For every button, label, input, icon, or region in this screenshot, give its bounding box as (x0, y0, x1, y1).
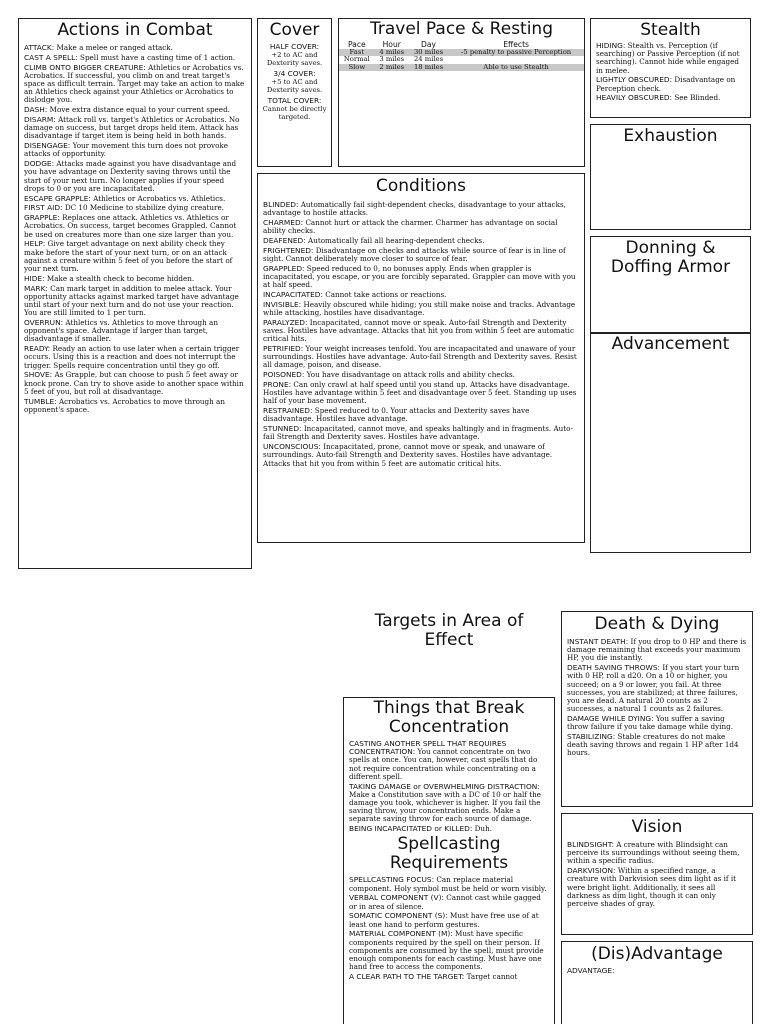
travel-header: Effects (503, 40, 530, 49)
combat-action-text: Replaces one attack. Athletics vs. Athletics or Acrobatics. On success, target becomes Grappled. Cannot be used on creatures more than one size larger than you. (24, 213, 237, 239)
stealth-list (591, 42, 750, 103)
stealth-panel (590, 18, 751, 118)
spellcasting-title: Spellcasting Requirements (389, 834, 509, 874)
spell-requirement (349, 912, 549, 928)
travel-cell: Able to use Stealth (448, 64, 584, 72)
condition-term: PETRIFIED: (263, 344, 304, 353)
travel-row (339, 49, 584, 57)
area-of-effect-panel (343, 611, 555, 699)
condition-term: FRIGHTENED: (263, 245, 314, 255)
cover-item (261, 97, 328, 121)
condition-term: INCAPACITATED: (263, 290, 323, 299)
condition (263, 265, 579, 290)
concentration-rule-term: BEING INCAPACITATED or KILLED: (349, 824, 473, 834)
spell-requirement-text: Target cannot (466, 972, 518, 982)
combat-action (24, 204, 246, 212)
combat-action (24, 44, 246, 52)
condition-text: Incapacitated, prone, cannot move or speak, and unaware of surroundings. Auto-fail Strength and Dexterity saves. Hostiles have advantage. Attacks that hit you from within 5 feet are automatic critical hits. (263, 442, 553, 468)
death-rule-text: You suffer a saving throw failure if you take damage while dying. (567, 714, 733, 732)
combat-action-term: DODGE: (24, 159, 55, 169)
condition-term: RESTRAINED: (263, 406, 313, 416)
combat-action-term: TUMBLE: (24, 396, 57, 406)
concentration-rule (349, 825, 549, 833)
exhaustion-title: Exhaustion (623, 126, 718, 146)
cover-text: Cannot be directly targeted. (262, 105, 327, 121)
concentration-rule-text: Duh. (474, 824, 492, 834)
death-dying-title: Death & Dying (594, 614, 720, 634)
combat-action-term: OVERRUN: (24, 318, 64, 328)
vision-rule (567, 867, 747, 908)
combat-action-term: DISARM: (24, 115, 56, 124)
concentration-rule-term: CASTING ANOTHER SPELL THAT REQUIRES CONCENTRATION: (349, 739, 507, 757)
stealth-title: Stealth (640, 20, 701, 40)
combat-action-text: Attack roll vs. target's Athletics or Acrobatics. No damage on success, but target drops held item. Attack has disadvantage if target item is being held in both hands. (24, 115, 240, 141)
combat-action (24, 371, 246, 396)
combat-action-text: Athletics vs. Athletics to move through an opponent's space. Advantage if larger than target, disadvantage if smaller. (24, 318, 218, 344)
condition-term: STUNNED: (263, 424, 302, 434)
condition (263, 407, 579, 423)
combat-action-text: Can mark target in addition to melee attack. Your opportunity attacks against marked target have advantage until start of your next turn and do not use your reaction. You are still limited to 1 per turn. (24, 283, 239, 318)
death-rule-term: INSTANT DEATH: (567, 637, 629, 646)
conditions-title: Conditions (376, 176, 466, 196)
combat-action-term: FIRST AID: (24, 203, 63, 213)
cover-head: HALF COVER: (269, 42, 320, 51)
advantage-subhead: ADVANTAGE: (567, 966, 615, 975)
condition-text: You have disadvantage on attack rolls and ability checks. (306, 370, 515, 380)
cover-panel (257, 18, 332, 167)
advancement-title: Advancement (611, 334, 730, 354)
travel-pace-title: Travel Pace & Resting (369, 19, 554, 39)
condition (263, 345, 579, 370)
combat-action (24, 64, 246, 105)
combat-action-term: DASH: (24, 105, 48, 115)
actions-in-combat-panel (18, 18, 252, 569)
combat-action-text: Spell must have a casting time of 1 action. (80, 52, 236, 62)
concentration-rule (349, 783, 549, 824)
condition-term: UNCONSCIOUS: (263, 442, 321, 452)
spell-requirement (349, 973, 549, 981)
combat-action-text: Make a stealth check to become hidden. (46, 273, 195, 283)
condition (263, 319, 579, 344)
travel-cell: 2 miles (375, 64, 409, 72)
combat-action (24, 214, 246, 239)
stealth-rule-text: Stealth vs. Perception (if searching) or Passive Perception (if not searching). Cannot hide while engaged in melee. (596, 41, 740, 75)
combat-action-text: As Grapple, but can choose to push 5 feet away or knock prone. Can try to shove aside to another space within 5 feet of you, but roll at disadvantage. (24, 370, 244, 396)
combat-action-term: GRAPPLE: (24, 213, 60, 223)
travel-header: Pace (347, 40, 366, 49)
condition-text: Disadvantage on checks and attacks while source of fear is in line of sight. Cannot deliberately move closer to source of fear. (263, 245, 566, 263)
concentration-rule-text: You cannot concentrate on two spells at once. You can, however, cast spells that do not require concentration while concentrating on a different spell. (349, 747, 538, 781)
donning-doffing-title: Donning & Doffing Armor (610, 238, 731, 277)
combat-action (24, 275, 246, 283)
spell-requirement (349, 894, 549, 910)
condition-text: Speed reduced to 0. Your attacks and Dexterity saves have disadvantage. Hostiles have advantage. (263, 406, 530, 424)
death-rule (567, 733, 747, 758)
combat-action (24, 319, 246, 344)
condition (263, 291, 579, 299)
condition (263, 381, 579, 406)
travel-pace-panel (338, 18, 585, 167)
condition-term: DEAFENED: (263, 236, 306, 245)
spellcasting-list (344, 876, 554, 981)
condition-term: CHARMED: (263, 218, 304, 227)
travel-header: Hour (382, 40, 401, 49)
combat-action-text: Attacks made against you have disadvantage and you have advantage on Dexterity saving throws until the start of your next turn. No longer applies if your speed drops to 0 or you are incapacitated. (24, 159, 237, 193)
combat-action-term: HELP: (24, 239, 46, 249)
combat-actions-list (19, 44, 251, 414)
vision-panel (561, 813, 753, 935)
conditions-panel (257, 173, 585, 543)
spell-requirement-term: VERBAL COMPONENT (V): (349, 893, 444, 903)
travel-cell: 24 miles (413, 55, 444, 64)
death-rule-text: Stable creatures do not make death saving throws and regain 1 HP after 1d4 hours. (567, 732, 739, 758)
cover-item (261, 43, 328, 67)
death-rule (567, 638, 747, 663)
condition-text: Your weight increases tenfold. You are incapacitated and unaware of your surroundings. Hostiles have advantage. Auto-fail Strength and Dexterity saves. Resist all damage, poison, and disease. (263, 344, 577, 370)
combat-action (24, 285, 246, 318)
condition-text: Incapacitated, cannot move, and speaks haltingly and in fragments. Auto-fail Strength and Dexterity saves. Hostiles have advantage. (263, 424, 573, 442)
condition (263, 301, 579, 317)
combat-action-term: HIDE: (24, 273, 45, 283)
disadvantage-title: (Dis)Advantage (591, 944, 723, 964)
travel-cell: Slow (339, 64, 375, 72)
condition-term: PRONE: (263, 380, 292, 389)
death-rule-text: If you start your turn with 0 HP, roll a d20. On a 10 or higher, you succeed; on a 9 or lower, you fail. At three successes, you are stabilized; at three failures, you are dead. A natural 20 counts as 2 successes, a natural 1 counts as 2 failures. (567, 663, 740, 714)
spell-requirement-term: MATERIAL COMPONENT (M): (349, 929, 453, 939)
cover-head: 3/4 COVER: (273, 69, 316, 78)
condition-term: PARALYZED: (263, 317, 308, 327)
travel-pace-table (339, 41, 584, 71)
stealth-rule (596, 94, 745, 102)
condition (263, 247, 579, 263)
spell-requirement-text: Must have free use of at least one hand to perform gestures. (349, 911, 539, 929)
combat-action-term: MARK: (24, 283, 48, 293)
travel-cell: Fast (339, 49, 375, 57)
spell-requirement-text: Must have specific components required by the spell on their person. If components are consumed by the spell, must provide enough components for each casting. Must have one hand free to access the components. (349, 929, 544, 972)
vision-title: Vision (631, 817, 683, 837)
condition (263, 219, 579, 235)
condition (263, 237, 579, 245)
combat-action (24, 54, 246, 62)
combat-action (24, 398, 246, 414)
spell-requirement-text: Cannot cast while gagged or in area of silence. (349, 893, 541, 911)
death-rule-text: If you drop to 0 HP and there is damage remaining that exceeds your maximum HP, you die instantly. (567, 637, 747, 663)
travel-cell: Normal (343, 55, 370, 64)
combat-action-term: ATTACK: (24, 43, 55, 52)
condition (263, 201, 579, 217)
cover-text: +2 to AC and Dexterity saves. (266, 51, 323, 67)
combat-action-term: SHOVE: (24, 370, 53, 380)
travel-cell: 18 miles (409, 64, 448, 72)
death-rule (567, 664, 747, 713)
spell-requirement (349, 930, 549, 971)
condition-text: Speed reduced to 0, no bonuses apply. Ends when grappler is incapacitated, you escape, or you are forcibly separated. Grappler can move with you at half speed. (263, 263, 576, 290)
concentration-list (344, 740, 554, 833)
travel-row (339, 64, 584, 72)
donning-doffing-panel (590, 236, 751, 333)
stealth-rule-text: Disadvantage on Perception check. (596, 75, 736, 93)
travel-cell: 3 miles (379, 55, 405, 64)
vision-rule-text: Within a specified range, a creature with Darkvision sees dim light as if it were bright light. Additionally, it sees all darkness as dim light, though it can only perceive shades of gray. (567, 866, 737, 909)
spell-requirement (349, 876, 549, 892)
disadvantage-panel (561, 941, 753, 1024)
condition (263, 443, 579, 468)
combat-action-text: Your movement this turn does not provoke attacks of opportunity. (24, 141, 229, 159)
combat-action-term: READY: (24, 344, 51, 354)
condition (263, 371, 579, 379)
death-dying-list (562, 638, 752, 758)
condition (263, 425, 579, 441)
condition-term: GRAPPLED: (263, 263, 305, 273)
combat-action-text: Make a melee or ranged attack. (56, 43, 173, 52)
stealth-rule-term: HEAVILY OBSCURED: (596, 93, 673, 103)
cover-title: Cover (269, 20, 320, 40)
vision-rule (567, 841, 747, 866)
vision-rule-term: BLINDSIGHT: (567, 840, 614, 849)
combat-action (24, 195, 246, 203)
actions-in-combat-title: Actions in Combat (57, 20, 213, 40)
death-rule-term: STABILIZING: (567, 732, 616, 742)
combat-action (24, 345, 246, 370)
spell-requirement-term: SOMATIC COMPONENT (S): (349, 911, 448, 921)
travel-cell: 30 miles (409, 49, 448, 57)
combat-action (24, 142, 246, 158)
combat-action (24, 240, 246, 273)
stealth-rule (596, 76, 745, 92)
combat-action-term: DISENGAGE: (24, 141, 71, 151)
death-rule-term: DAMAGE WHILE DYING: (567, 714, 654, 724)
condition-text: Cannot hurt or attack the charmer. Charmer has advantage on social ability checks. (263, 218, 558, 236)
area-of-effect-title: Targets in Area of Effect (374, 611, 524, 650)
combat-action-text: Acrobatics vs. Acrobatics to move through an opponent's space. (24, 396, 225, 414)
condition-text: Cannot take actions or reactions. (325, 290, 447, 299)
death-rule-term: DEATH SAVING THROWS: (567, 663, 661, 673)
vision-rule-term: DARKVISION: (567, 866, 616, 876)
concentration-panel (343, 697, 555, 1024)
cover-list (258, 43, 331, 121)
stealth-rule-text: See Blinded. (674, 93, 721, 103)
concentration-rule (349, 740, 549, 781)
stealth-rule-term: HIDING: (596, 41, 626, 50)
combat-action (24, 160, 246, 193)
travel-header: Day (421, 40, 437, 49)
spell-requirement-term: SPELLCASTING FOCUS: (349, 875, 435, 885)
cover-text: +5 to AC and Dexterity saves. (266, 78, 323, 94)
condition-text: Incapacitated, cannot move or speak. Auto-fail Strength and Dexterity saves. Hostiles have advantage. Attacks that hit you from within 5 feet are automatic critical hits. (263, 317, 574, 344)
condition-text: Automatically fail all hearing-dependent checks. (308, 236, 485, 245)
condition-text: Automatically fail sight-dependent checks, disadvantage to your attacks, advantage to hostile attacks. (263, 200, 566, 218)
spell-requirement-term: A CLEAR PATH TO THE TARGET: (349, 972, 465, 982)
travel-cell: 4 miles (375, 49, 409, 57)
combat-action-text: Athletics or Acrobatics vs. Athletics. (93, 193, 226, 203)
condition-term: INVISIBLE: (263, 299, 302, 309)
combat-action-text: Move extra distance equal to your current speed. (49, 105, 230, 115)
advancement-panel (590, 333, 751, 553)
condition-term: POISONED: (263, 370, 305, 380)
combat-action-text: Ready an action to use later when a certain trigger occurs. Using this is a reaction and does not interrupt the trigger. Spells require concentration until they go off. (24, 344, 240, 370)
combat-action-text: DC 10 Medicine to stabilize dying creature. (64, 203, 224, 213)
combat-action (24, 116, 246, 141)
cover-item (261, 70, 328, 94)
condition-term: BLINDED: (263, 200, 299, 209)
combat-action (24, 106, 246, 114)
concentration-rule-term: TAKING DAMAGE or OVERWHELMING DISTRACTION: (349, 781, 540, 791)
combat-action-term: CAST A SPELL: (24, 52, 78, 62)
combat-action-term: CLIMB ONTO BIGGER CREATURE: (24, 62, 146, 72)
condition-text: Heavily obscured while hiding; you still make noise and tracks. Advantage while attacking, hostiles have disadvantage. (263, 299, 576, 317)
vision-rule-text: A creature with Blindsight can perceive its surroundings without seeing them, within a specific radius. (567, 840, 740, 866)
concentration-title: Things that Break Concentration (373, 698, 525, 737)
exhaustion-panel (590, 124, 751, 230)
concentration-rule-text: Make a Constitution save with a DC of 10 or half the damage you took, whichever is higher. If you fail the saving throw, your concentration ends. Make a separate saving throw for each source of damage. (349, 789, 542, 824)
travel-cell: -5 penalty to passive Perception (448, 49, 584, 57)
death-dying-panel (561, 611, 753, 807)
stealth-rule-term: LIGHTLY OBSCURED: (596, 75, 673, 85)
vision-list (562, 841, 752, 908)
condition-text: Can only crawl at half speed until you stand up. Attacks have disadvantage. Hostiles have advantage within 5 feet and disadvantage over 5 feet. Standing up uses half of your base movement. (263, 380, 577, 406)
cover-head: TOTAL COVER: (267, 96, 322, 105)
combat-action-term: ESCAPE GRAPPLE: (24, 193, 91, 203)
spell-requirement-text: Can replace material component. Holy symbol must be held or worn visibly. (349, 875, 547, 893)
death-rule (567, 715, 747, 731)
conditions-list (258, 201, 584, 468)
combat-action-text: Athletics or Acrobatics vs. Acrobatics. If successful, you climb on and treat target's space as difficult terrain. Target may take an action to make an Athletics check against your Athletics or Acrobatics to dislodge you. (24, 62, 245, 105)
stealth-rule (596, 42, 745, 75)
combat-action-text: Give target advantage on next ability check they make before the start of your next turn, or on an attack against a creature within 5 feet of you before the start of your next turn. (24, 239, 233, 274)
